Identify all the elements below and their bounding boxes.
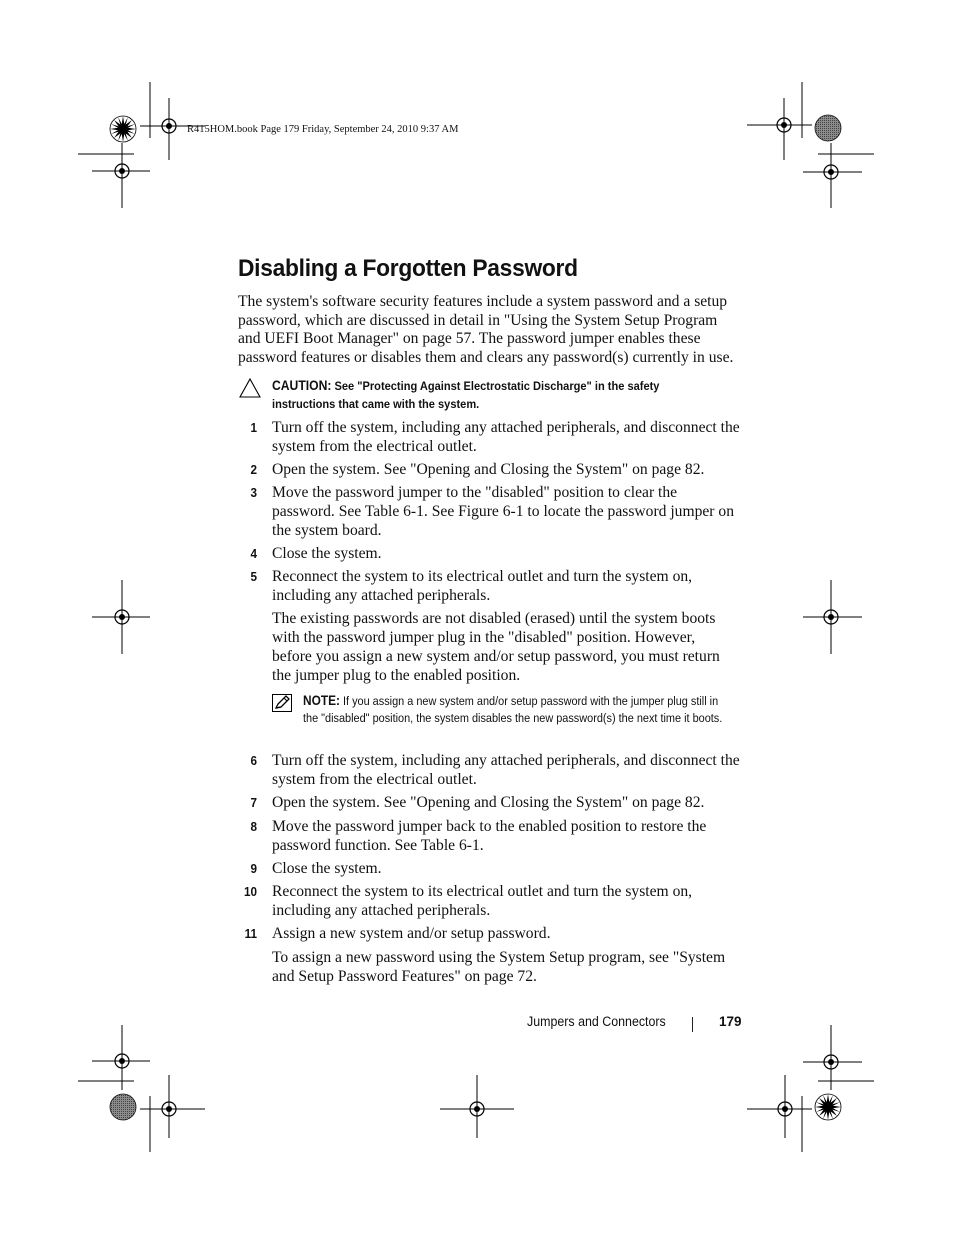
note-text bbox=[303, 692, 725, 728]
book-header-info: R415HOM.book Page 179 Friday, September 24, 2010 9:37 AM bbox=[187, 124, 459, 135]
step-text: Reconnect the system to its electrical outlet and turn the system on, including any attached peripherals. bbox=[272, 568, 693, 604]
step-number: 5 bbox=[250, 569, 257, 584]
step-text: Close the system. bbox=[272, 545, 382, 562]
caution-label: CAUTION: bbox=[272, 378, 332, 393]
step-text: Assign a new system and/or setup password. bbox=[272, 925, 551, 942]
page-number: 179 bbox=[719, 1014, 742, 1029]
step5-detail-paragraph: The existing passwords are not disabled (erased) until the system boots with the password jumper plug in the "disabled" position. However, before you assign a new system and/or setup password, you must return the jumper plug to the enabled position. bbox=[272, 610, 720, 684]
footer-section-title bbox=[527, 1014, 678, 1029]
caution-body: See "Protecting Against Electrostatic Discharge" in the safety instructions that came with the system. bbox=[272, 379, 660, 411]
note-body: If you assign a new system and/or setup password with the jumper plug still in the "disabled" position, the system disables the new password(s) the next time it boots. bbox=[303, 694, 723, 726]
step-text: Turn off the system, including any attached peripherals, and disconnect the system from the electrical outlet. bbox=[272, 419, 740, 455]
step-number: 10 bbox=[243, 884, 257, 899]
step-text: Move the password jumper to the "disabled" position to clear the password. See Table 6-1. See Figure 6-1 to locate the password jumper on the system board. bbox=[272, 484, 734, 539]
intro-paragraph: The system's software security features include a system password and a setup password, which are discussed in detail in "Using the System Setup Program and UEFI Boot Manager" on page 57. The password jumper enables these password features or disables them and clears any password(s) currently in use. bbox=[238, 293, 734, 367]
step11-detail-paragraph: To assign a new password using the System Setup program, see "System and Setup Password Features" on page 72. bbox=[272, 949, 726, 985]
step-number: 11 bbox=[244, 926, 257, 941]
footer-section-label: Jumpers and Connectors bbox=[527, 1014, 666, 1029]
note-pencil-icon bbox=[272, 694, 292, 712]
step-number: 9 bbox=[250, 861, 257, 876]
step-number: 2 bbox=[250, 462, 257, 477]
step-number: 7 bbox=[250, 795, 257, 810]
step-number: 6 bbox=[250, 753, 257, 768]
step-text: Open the system. See "Opening and Closing the System" on page 82. bbox=[272, 461, 705, 478]
caution-triangle-icon bbox=[239, 378, 261, 398]
step-text: Reconnect the system to its electrical outlet and turn the system on, including any attached peripherals. bbox=[272, 883, 693, 919]
step-text: Close the system. bbox=[272, 860, 382, 877]
step-number: 4 bbox=[250, 546, 257, 561]
step-number: 8 bbox=[250, 819, 257, 834]
step-text: Open the system. See "Opening and Closing the System" on page 82. bbox=[272, 794, 705, 811]
step-text: Turn off the system, including any attached peripherals, and disconnect the system from the electrical outlet. bbox=[272, 752, 740, 788]
footer-divider bbox=[692, 1017, 693, 1032]
step-number: 3 bbox=[250, 485, 257, 500]
page-title: Disabling a Forgotten Password bbox=[238, 255, 578, 282]
step-text: Move the password jumper back to the enabled position to restore the password function. See Table 6-1. bbox=[272, 818, 707, 854]
step-number: 1 bbox=[250, 420, 257, 435]
note-label: NOTE: bbox=[303, 693, 340, 708]
caution-text bbox=[272, 377, 695, 414]
